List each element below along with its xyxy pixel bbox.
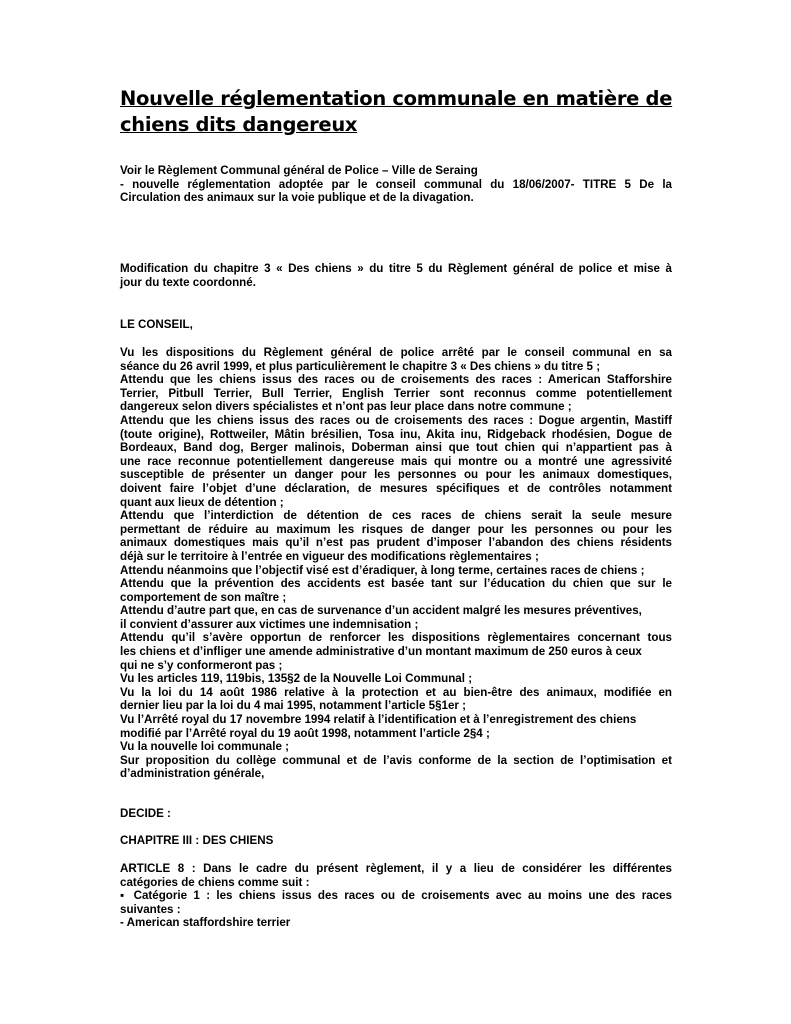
- title-line-1: Nouvelle réglementation communale en matière de: [120, 87, 673, 110]
- le-conseil-text: LE CONSEIL,: [120, 318, 193, 331]
- consideration-line: les chiens et d’infliger une amende administrative d’un montant maximum de 250 euros à ceux: [120, 645, 642, 659]
- le-conseil-heading: [120, 318, 672, 332]
- chapter-text: CHAPITRE III : DES CHIENS: [120, 834, 274, 847]
- consideration-line: Vu l’Arrêté royal du 17 novembre 1994 relatif à l’identification et à l’enregistrement des chiens: [120, 713, 637, 727]
- intro-line: Circulation des animaux sur la voie publique et de la divagation.: [120, 191, 474, 205]
- consideration-line: modifié par l’Arrêté royal du 19 août 1998, notamment l’article 2§4 ;: [120, 726, 490, 740]
- consideration-line: Vu la nouvelle loi communale ;: [120, 740, 290, 754]
- decide-heading: [120, 807, 672, 821]
- consideration-line: il convient d’assurer aux victimes une indemnisation ;: [120, 617, 419, 631]
- consideration-line: dangereux selon divers spécialistes et n’ont pas leur place dans notre commune ;: [120, 400, 572, 414]
- consideration-line: permettant de réduire au maximum les risques de danger pour les personnes ou pour les: [120, 522, 672, 536]
- modification-line: Modification du chapitre 3 « Des chiens » du titre 5 du Règlement général de police et mise à: [120, 262, 672, 275]
- consideration-line: Bordeaux, Band dog, Berger malinois, Doberman ainsi que tout chien qui n’appartient pas à: [120, 441, 672, 455]
- intro-line: Voir le Règlement Communal général de Police – Ville de Seraing: [120, 164, 478, 177]
- intro-paragraph: [120, 164, 672, 205]
- consideration-line: Vu la loi du 14 août 1986 relative à la protection et au bien-être des animaux, modifiée en: [120, 685, 672, 699]
- title-line-2: chiens dits dangereux: [120, 113, 358, 136]
- consideration-line: animaux domestiques mais qu’il n’est pas prudent d’imposer l’abandon des chiens résidents: [120, 536, 672, 550]
- article-line: ▪ Catégorie 1 : les chiens issus des races ou de croisements avec au moins une des races: [120, 889, 672, 903]
- decide-text: DECIDE :: [120, 807, 171, 820]
- consideration-line: Attendu néanmoins que l’objectif visé est d’éradiquer, à long terme, certaines races de chiens ;: [120, 563, 645, 577]
- article-8-paragraph: [120, 862, 672, 930]
- consideration-line: susceptible de présenter un danger pour les personnes ou pour les animaux domestiques,: [120, 468, 672, 482]
- article-line: ARTICLE 8 : Dans le cadre du présent règlement, il y a lieu de considérer les différentes: [120, 862, 672, 875]
- consideration-line: Terrier, Pitbull Terrier, Bull Terrier, English Terrier sont reconnus comme potentiellement: [120, 386, 672, 400]
- modification-line: jour du texte coordonné.: [120, 275, 256, 289]
- consideration-line: comportement de son maître ;: [120, 590, 287, 604]
- chapter-heading: [120, 834, 672, 848]
- consideration-line: Sur proposition du collège communal et de l’avis conforme de la section de l’optimisation et: [120, 753, 672, 767]
- consideration-line: une race reconnue potentiellement dangereuse mais qui montre ou a montré une agressivité: [120, 454, 672, 468]
- consideration-line: Attendu que les chiens issus des races ou de croisements des races : American Stafforshire: [120, 373, 672, 387]
- consideration-line: quant aux lieux de détention ;: [120, 495, 284, 509]
- intro-line: - nouvelle réglementation adoptée par le conseil communal du 18/06/2007- TITRE 5 De la: [120, 177, 672, 191]
- consideration-line: (toute origine), Rottweiler, Mâtin brésilien, Tosa inu, Akita inu, Ridgeback rhodésien, Dogue de: [120, 427, 672, 441]
- considerations-paragraph: [120, 346, 672, 781]
- document-title: [120, 86, 680, 138]
- consideration-line: séance du 26 avril 1999, et plus particulièrement le chapitre 3 « Des chiens » du titre 5 ;: [120, 359, 601, 373]
- article-line: catégories de chiens comme suit :: [120, 875, 310, 889]
- consideration-line: Attendu que l’interdiction de détention de ces races de chiens serait la seule mesure: [120, 509, 672, 523]
- consideration-line: doivent faire l’objet d’une déclaration, de mesures spécifiques et de contrôles notamment: [120, 481, 672, 495]
- consideration-line: déjà sur le territoire à l’entrée en vigueur des modifications règlementaires ;: [120, 549, 539, 563]
- consideration-line: Attendu que les chiens issus des races ou de croisements des races : Dogue argentin, Mastiff: [120, 413, 672, 427]
- article-line: suivantes :: [120, 902, 181, 916]
- consideration-line: Vu les dispositions du Règlement général de police arrêté par le conseil communal en sa: [120, 346, 672, 359]
- consideration-line: d’administration générale,: [120, 767, 265, 781]
- consideration-line: Vu les articles 119, 119bis, 135§2 de la Nouvelle Loi Communal ;: [120, 672, 473, 686]
- consideration-line: Attendu que la prévention des accidents est basée tant sur l’éducation du chien que sur le: [120, 577, 672, 591]
- consideration-line: Attendu d’autre part que, en cas de survenance d’un accident malgré les mesures préventives,: [120, 604, 642, 618]
- modification-paragraph: [120, 262, 672, 289]
- consideration-line: qui ne s’y conformeront pas ;: [120, 658, 283, 672]
- consideration-line: Attendu qu’il s’avère opportun de renforcer les dispositions règlementaires concernant tous: [120, 631, 672, 645]
- article-line: - American staffordshire terrier: [120, 916, 291, 930]
- consideration-line: dernier lieu par la loi du 4 mai 1995, notamment l’article 5§1er ;: [120, 699, 467, 713]
